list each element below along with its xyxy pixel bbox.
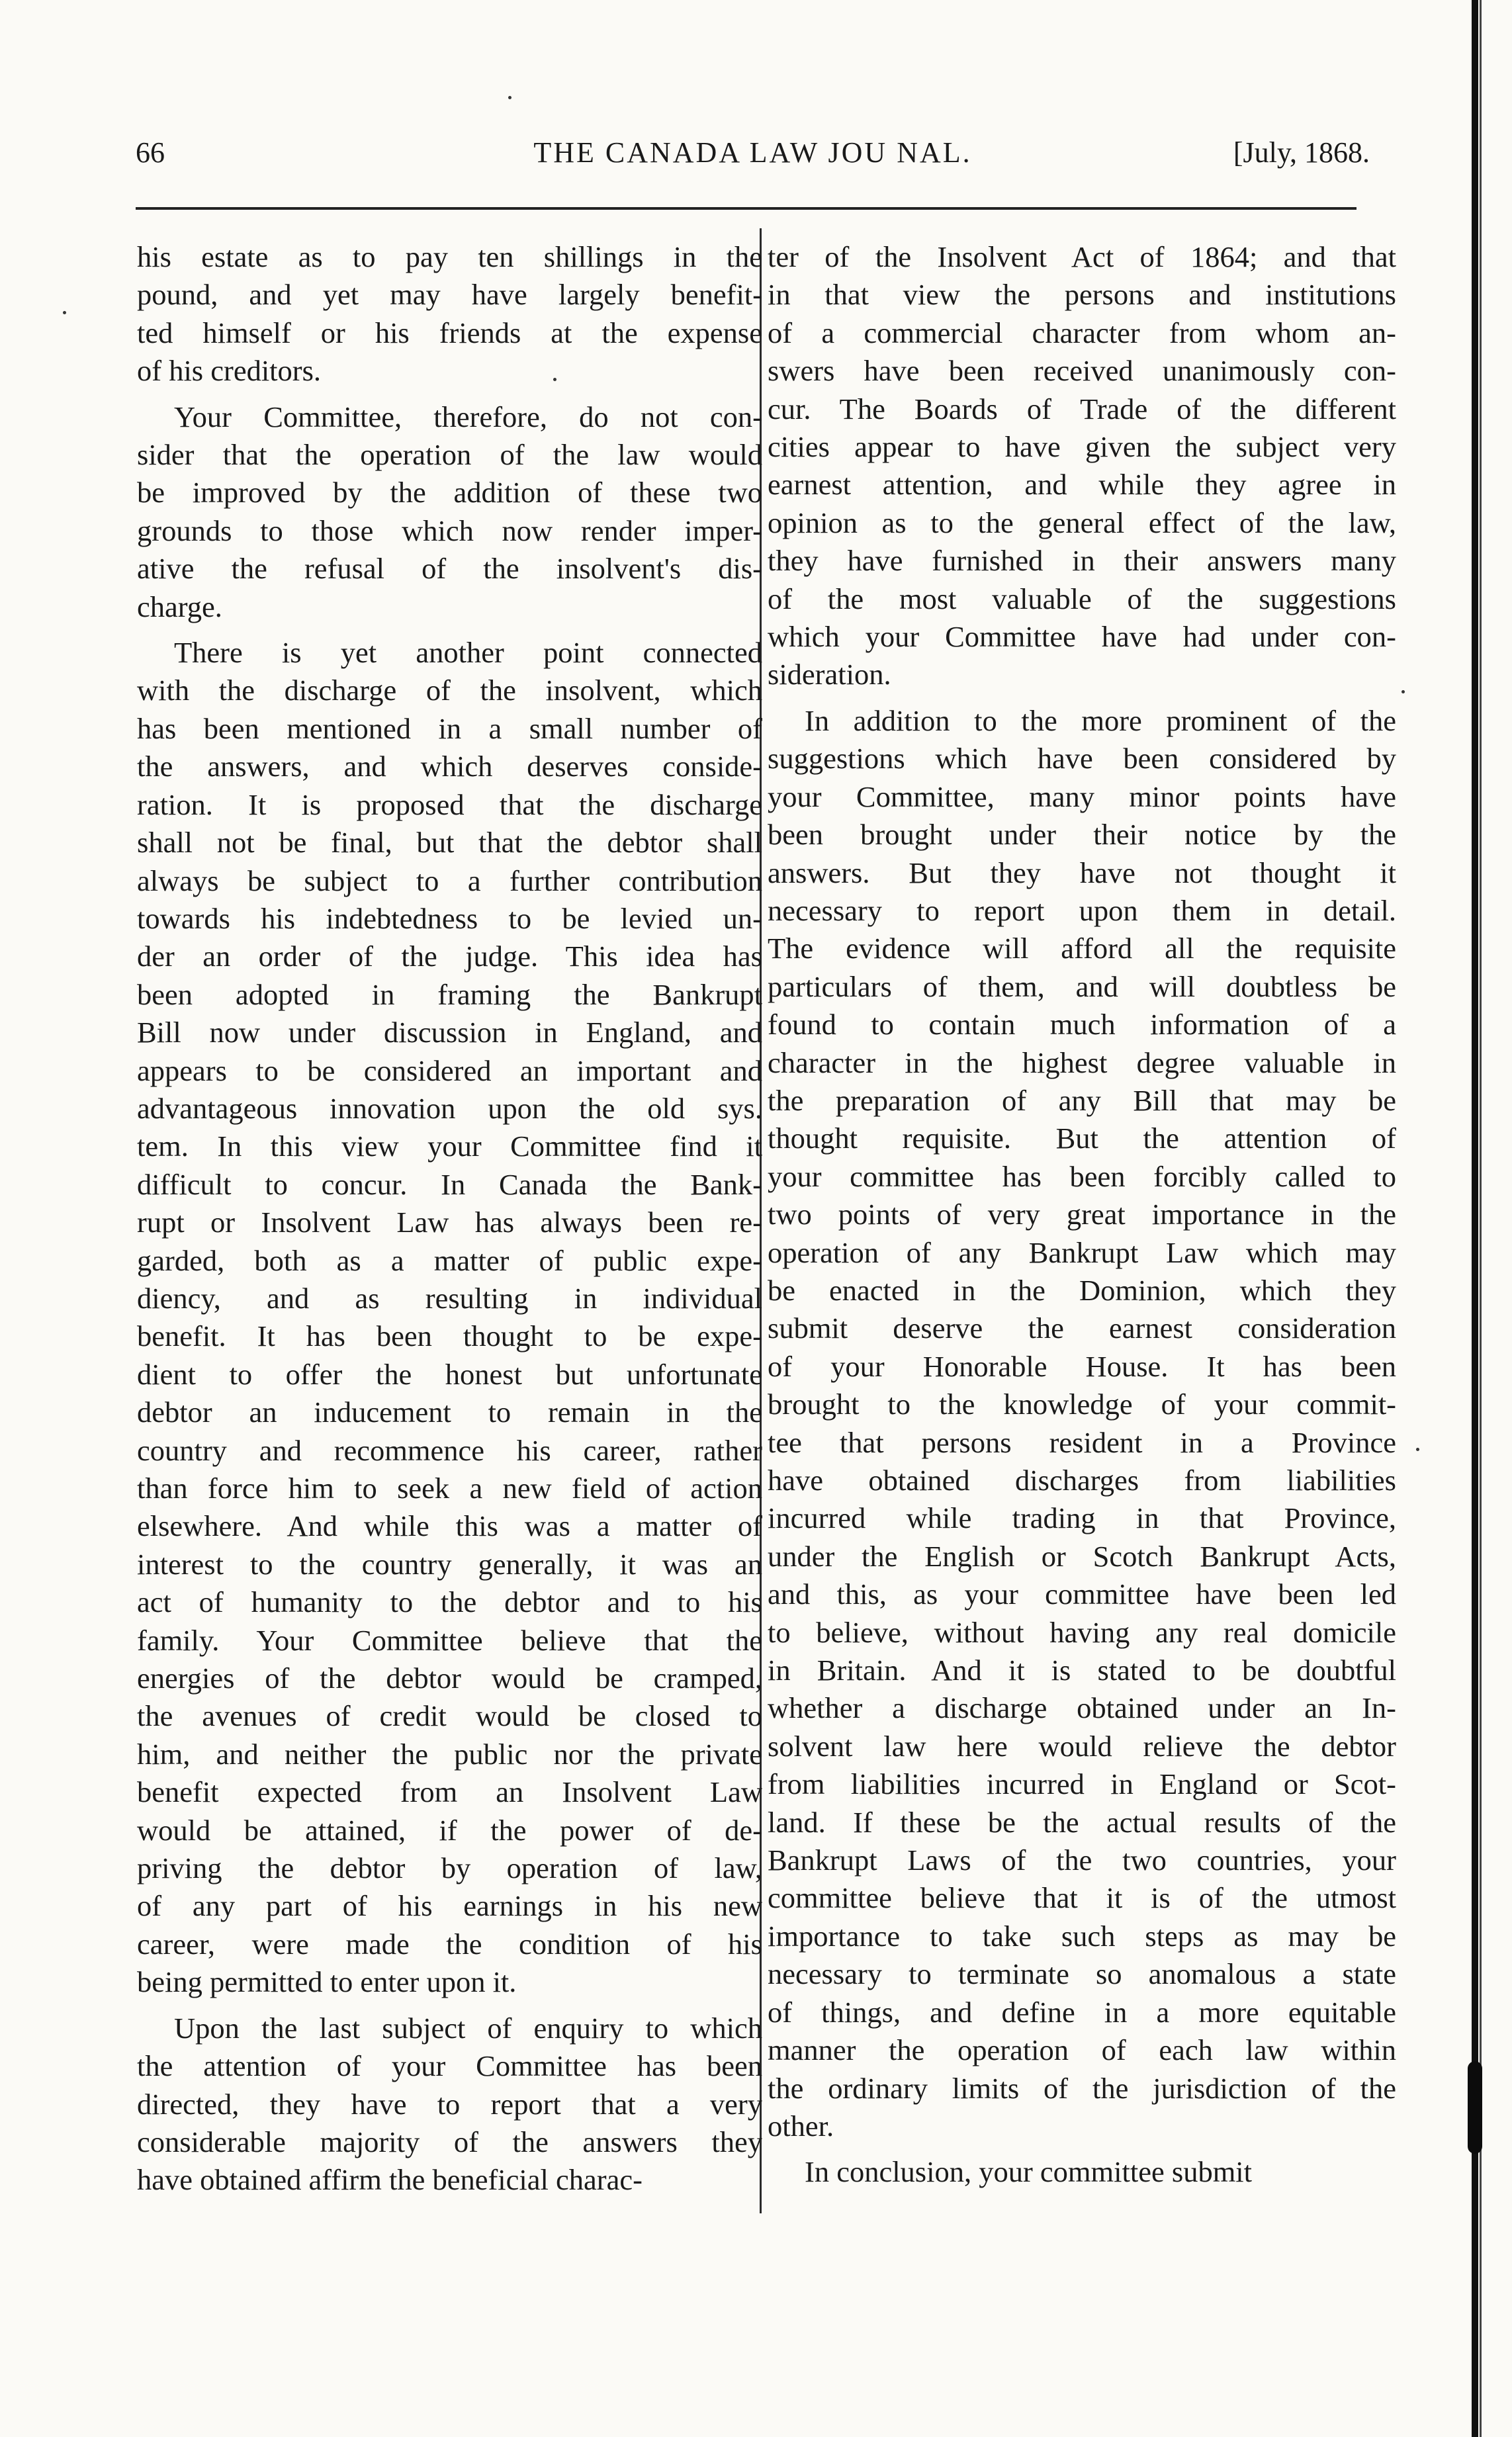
text-line: In conclusion, your committee submit [805,2155,1253,2189]
text-line: sider that the operation of the law would [137,438,762,472]
text-line: have obtained affirm the beneficial charac- [137,2163,643,2197]
text-line: interest to the country generally, it was an [137,1547,762,1581]
text-line: than force him to seek a new field of action [137,1472,762,1505]
text-line: him, and neither the public nor the private [137,1737,762,1771]
text-line: operation of any Bankrupt Law which may [768,1235,1396,1269]
text-line: ted himself or his friends at the expense [137,316,762,349]
text-line: ration. It is proposed that the discharge [137,787,762,821]
text-line: advantageous innovation upon the old sys. [137,1091,762,1125]
text-line: family. Your Committee believe that the [137,1623,762,1657]
text-line: always be subject to a further contribution [137,864,762,897]
text-line: towards his indebtedness to be levied un- [137,901,762,935]
text-line: considerable majority of the answers they [137,2125,762,2158]
text-line: answers. But they have not thought it [768,856,1396,889]
text-line: the avenues of credit would be closed to [137,1699,762,1733]
text-line: Your Committee, therefore, do not con- [174,400,762,433]
text-line: land. If these be the actual results of the [768,1805,1396,1839]
text-line: particulars of them, and will doubtless be [768,969,1396,1003]
text-line: tem. In this view your Committee find it [137,1130,762,1163]
journal-title: THE CANADA LAW JOU NAL. [533,136,972,169]
text-line: Upon the last subject of enquiry to which [174,2011,762,2045]
text-line: incurred while trading in that Province, [768,1501,1396,1535]
text-line: cur. The Boards of Trade of the different [768,392,1396,425]
text-line: directed, they have to report that a very [137,2087,762,2121]
text-line: whether a discharge obtained under an In- [768,1691,1396,1725]
text-line: career, were made the condition of his [137,1927,762,1961]
text-line: rupt or Insolvent Law has always been re- [137,1206,762,1239]
text-line: his estate as to pay ten shillings in the [137,240,762,273]
text-line: being permitted to enter upon it. [137,1965,517,1999]
text-line: to believe, without having any real domicile [768,1615,1396,1649]
text-line: the preparation of any Bill that may be [768,1083,1396,1117]
text-line: difficult to concur. In Canada the Bank- [137,1167,762,1201]
text-line: been brought under their notice by the [768,818,1396,852]
speck [1401,690,1405,693]
text-line: would be attained, if the power of de- [137,1813,762,1847]
text-line: debtor an inducement to remain in the [137,1396,762,1429]
text-line: elsewhere. And while this was a matter of [137,1509,762,1543]
issue-date: [July, 1868. [1233,136,1370,169]
text-line: been adopted in framing the Bankrupt [137,977,762,1011]
text-line: der an order of the judge. This idea has [137,940,762,973]
paragraph-gap [137,626,762,634]
text-line: ative the refusal of the insolvent's dis- [137,552,762,586]
text-line: There is yet another point connected [174,636,762,670]
text-line: of any part of his earnings in his new [137,1889,762,1923]
paragraph-gap [768,2145,1396,2153]
text-line: country and recommence his career, rather [137,1433,762,1467]
text-line: thought requisite. But the attention of [768,1122,1396,1155]
text-line: they have furnished in their answers many [768,544,1396,578]
text-line: from liabilities incurred in England or Scot- [768,1767,1396,1801]
text-line: manner the operation of each law within [768,2033,1396,2067]
text-line: appears to be considered an important and [137,1053,762,1087]
text-line: in Britain. And it is stated to be doubtful [768,1654,1396,1687]
paragraph-gap [137,390,762,398]
text-line: submit deserve the earnest consideration [768,1311,1396,1345]
text-line: earnest attention, and while they agree in [768,468,1396,502]
text-line: tee that persons resident in a Province [768,1425,1396,1459]
left-column-text [137,238,762,2199]
text-line: which your Committee have had under con- [768,620,1396,654]
text-line: suggestions which have been considered by [768,742,1396,775]
text-line: of the most valuable of the suggestions [768,582,1396,615]
text-line: committee believe that it is of the utmost [768,1881,1396,1915]
left-column [137,238,762,2199]
text-line: shall not be final, but that the debtor shall [137,826,762,860]
speck [508,96,511,99]
text-line: be improved by the addition of these two [137,476,762,510]
text-line: with the discharge of the insolvent, which [137,674,762,707]
text-line: diency, and as resulting in individual [137,1281,762,1315]
text-line: pound, and yet may have largely benefit- [137,278,762,312]
text-line: have obtained discharges from liabilities [768,1464,1396,1497]
right-column-text [768,238,1396,2192]
text-line: priving the debtor by operation of law, [137,1851,762,1885]
text-line: has been mentioned in a small number of [137,711,762,745]
text-line: under the English or Scotch Bankrupt Acts, [768,1539,1396,1573]
text-line: solvent law here would relieve the debtor [768,1729,1396,1763]
text-line: brought to the knowledge of your commit- [768,1388,1396,1421]
text-line: importance to take such steps as may be [768,1919,1396,1953]
text-line: ter of the Insolvent Act of 1864; and that [768,240,1396,273]
text-line: Bill now under discussion in England, and [137,1016,762,1049]
binding-mark [1468,2061,1482,2154]
paragraph-gap [137,2002,762,2010]
text-line: Bankrupt Laws of the two countries, your [768,1843,1396,1877]
text-line: of your Honorable House. It has been [768,1349,1396,1383]
text-line: In addition to the more prominent of the [805,703,1396,737]
page-number: 66 [136,136,165,169]
text-line: the attention of your Committee has been [137,2049,762,2083]
text-line: cities appear to have given the subject very [768,430,1396,464]
text-line: benefit expected from an Insolvent Law [137,1775,762,1809]
speck [63,311,66,314]
speck [553,378,556,381]
text-line: the answers, and which deserves conside- [137,750,762,783]
text-line: sideration. [768,658,891,691]
text-line: and this, as your committee have been led [768,1577,1396,1611]
speck [1416,1448,1419,1451]
text-line: of things, and define in a more equitable [768,1995,1396,2029]
text-line: of his creditors. [137,354,322,388]
text-line: necessary to report upon them in detail. [768,893,1396,927]
text-line: of a commercial character from whom an- [768,316,1396,349]
text-line: your Committee, many minor points have [768,779,1396,813]
text-line: grounds to those which now render imper- [137,513,762,547]
text-line: be enacted in the Dominion, which they [768,1273,1396,1307]
text-line: dient to offer the honest but unfortunate [137,1357,762,1391]
text-line: in that view the persons and institutions [768,278,1396,312]
text-line: two points of very great importance in the [768,1198,1396,1231]
text-line: opinion as to the general effect of the law, [768,506,1396,539]
header-rule [136,207,1356,210]
right-column [768,238,1396,2192]
text-line: swers have been received unanimously con- [768,354,1396,388]
text-line: necessary to terminate so anomalous a state [768,1957,1396,1991]
text-line: benefit. It has been thought to be expe- [137,1319,762,1353]
text-line: the ordinary limits of the jurisdiction of the [768,2071,1396,2105]
text-line: your committee has been forcibly called to [768,1159,1396,1193]
text-line: character in the highest degree valuable in [768,1045,1396,1079]
text-line: garded, both as a matter of public expe- [137,1243,762,1277]
text-line: The evidence will afford all the requisite [768,932,1396,965]
text-line: act of humanity to the debtor and to his [137,1585,762,1619]
text-line: other. [768,2109,834,2143]
paragraph-gap [768,694,1396,702]
text-line: found to contain much information of a [768,1008,1396,1041]
text-line: energies of the debtor would be cramped, [137,1662,762,1695]
text-line: charge. [137,590,222,623]
page-header [136,136,1370,195]
